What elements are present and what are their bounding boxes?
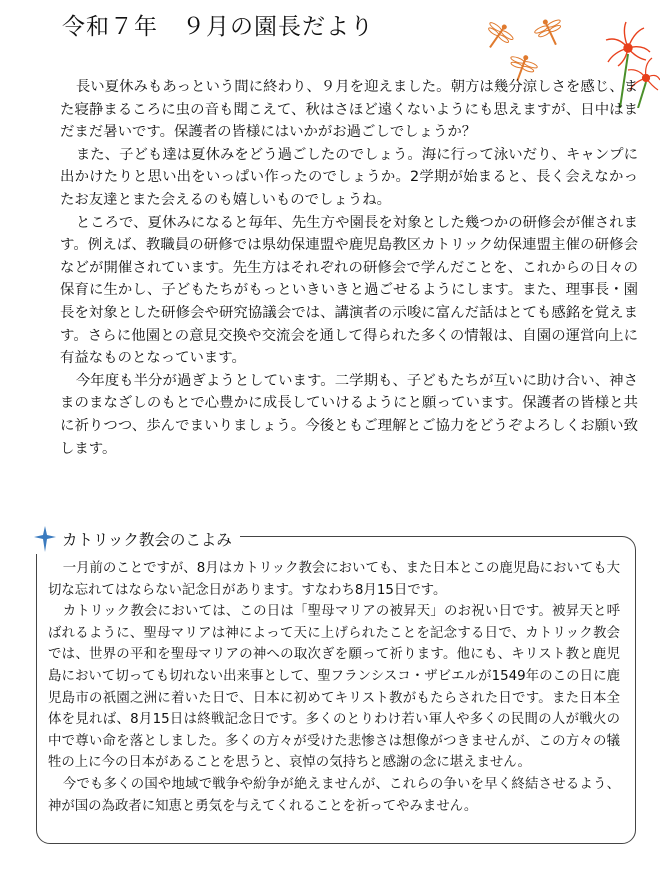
section-paragraph: 今でも多くの国や地域で戦争や紛争が絶えませんが、これらの争いを早く終結させるよう、神が国の為政者に知恵と勇気を与えてくれることを祈ってやみません。 [48, 776, 620, 814]
section-title: カトリック教会のこよみ [62, 531, 232, 549]
letter-paragraph: 長い夏休みもあっという間に終わり、９月を迎えました。朝方は幾分涼しさを感じ、また寝静まるころに虫の音も聞こえて、秋はさほど遠くないようにも思えますが、日中はまだまだ暑いです。保護者の皆様にはいかがお過ごしでしょうか？ [60, 79, 638, 141]
letter-body [60, 76, 638, 460]
dragonfly-icon [532, 14, 569, 51]
section-paragraph: カトリック教会においては、この日は「聖母マリアの被昇天」のお祝い日です。被昇天と呼ばれるように、聖母マリアは神によって天に上げられたことを記念する日で、カトリック教会では、世界の平和を聖母マリアの神への取次ぎを願って祈ります。他にも、キリスト教と鹿児島において切っても切れない出来事として、聖フランシスコ・ザビエルが1549年のこの日に鹿児島市の祇園之洲に着いた日で、日本に初めてキリスト教がもたらされた日です。また日本全体を見れば、8月15日は終戦記念日です。多くのとりわけ若い軍人や多くの民間の人が戦火の中で尊い命を落としました。多くの方々が受けた悲惨さは想像がつきませんが、この方々の犠牲の上に今の日本があることを思うと、哀悼の気持ちと感謝の念に堪えません。 [48, 604, 620, 771]
letter-paragraph: また、子ども達は夏休みをどう過ごしたのでしょう。海に行って泳いだり、キャンプに出かけたりと思い出をいっぱい作ったのでしょうか。2学期が始まると、長く会えなかったお友達とまた会えるのも嬉しいものでしょうね。 [60, 146, 638, 208]
cross-icon [34, 526, 56, 552]
letter-paragraph: 今年度も半分が過ぎようとしています。二学期も、子どもたちが互いに助け合い、神さまのまなざしのもとで心豊かに成長していけるようにと願っています。保護者の皆様と共に祈りつつ、歩んでまいりましょう。今後ともご理解とご協力をどうぞよろしくお願い致します。 [60, 372, 638, 457]
calendar-section-header [30, 524, 240, 554]
dragonfly-icon [479, 17, 518, 56]
calendar-section-body [48, 558, 620, 817]
letter-paragraph: ところで、夏休みになると毎年、先生方や園長を対象とした幾つかの研修会が催されます。例えば、教職員の研修では県幼保連盟や鹿児島教区カトリック幼保連盟主催の研修会などが開催されています。先生方はそれぞれの研修会で学んだことを、これからの日々の保育に生かし、子どもたちがもっといきいきと過ごせるようにします。また、理事長・園長を対象とした研修会や研究協議会では、講演者の示唆に富んだ話はとても感銘を覚えます。さらに他園との意見交換や交流会を通して得られた多くの情報は、自園の運営向上に有益なものとなっています。 [60, 214, 638, 367]
section-paragraph: 一月前のことですが、8月はカトリック教会においても、また日本とこの鹿児島においても大切な忘れてはならない記念日があります。すなわち8月15日です。 [48, 561, 620, 598]
page-title: 令和７年 ９月の園長だより [62, 14, 374, 40]
